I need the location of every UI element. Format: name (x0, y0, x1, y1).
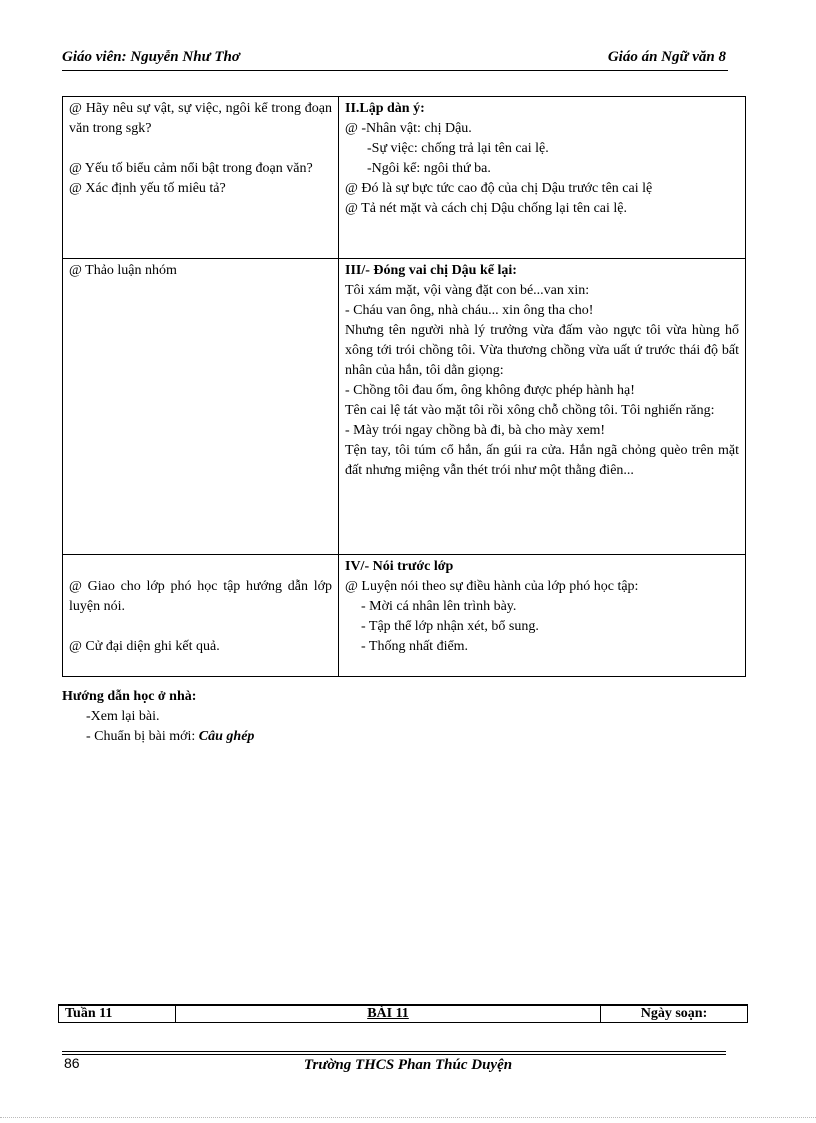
activity-question: @ Giao cho lớp phó học tập hướng dẫn lớp luyện nói. (69, 579, 332, 614)
homework-item-text: - Chuẩn bị bài mới: (86, 729, 199, 744)
table-row (63, 97, 746, 259)
content-line: - Cháu van ông, nhà cháu... xin ông tha cho! (345, 303, 594, 318)
footer-divider (62, 1054, 726, 1055)
page-number: 86 (64, 1055, 80, 1071)
week-table (58, 1004, 748, 1023)
lesson-table (62, 96, 746, 677)
footer-divider (62, 1051, 726, 1052)
table-row (63, 259, 746, 555)
table-row (59, 1005, 748, 1023)
activity-question: @ Thảo luận nhóm (69, 263, 177, 278)
homework-item: -Xem lại bài. (86, 709, 160, 724)
content-line: -Ngôi kể: ngôi thứ ba. (367, 161, 491, 176)
content-line: - Tập thể lớp nhận xét, bổ sung. (361, 619, 539, 634)
content-line: @ -Nhân vật: chị Dậu. (345, 121, 472, 136)
section-heading: IV/- Nói trước lớp (345, 559, 454, 574)
content-paragraph: Nhưng tên người nhà lý trưởng vừa đấm vào ngực tôi vừa hùng hổ xông tới trói chồng tôi. Vừa thương chồng vừa uất ứ trước thái độ bất nhân của hắn, tôi dằn giọng: (345, 323, 739, 378)
activity-question: @ Yếu tố biểu cảm nổi bật trong đoạn văn? (69, 161, 313, 176)
school-name: Trường THCS Phan Thúc Duyện (303, 1057, 513, 1073)
teacher-activity-cell (63, 259, 339, 555)
teacher-activity-cell (63, 555, 339, 677)
content-cell (339, 555, 746, 677)
table-row (63, 555, 746, 677)
content-line: @ Đó là sự bực tức cao độ của chị Dậu trước tên cai lệ (345, 181, 653, 196)
content-line: - Mời cá nhân lên trình bày. (361, 599, 517, 614)
lesson-label: BÀI 11 (367, 1006, 409, 1021)
content-line: @ Tả nét mặt và cách chị Dậu chống lại tên cai lệ. (345, 201, 628, 216)
section-heading: III/- Đóng vai chị Dậu kể lại: (345, 263, 517, 278)
homework-title: Hướng dẫn học ở nhà: (62, 689, 197, 704)
content-line: -Sự việc: chống trả lại tên cai lệ. (367, 141, 549, 156)
homework-item (62, 727, 254, 747)
content-cell (339, 259, 746, 555)
date-cell: Ngày soạn: (601, 1005, 748, 1023)
content-line: - Thống nhất điểm. (361, 639, 469, 654)
content-line: - Mày trói ngay chồng bà đi, bà cho mày xem! (345, 423, 606, 438)
content-paragraph: Tện tay, tôi túm cổ hắn, ấn gúi ra cửa. Hắn ngã chỏng quèo trên mặt đất nhưng miệng vẫn thét trói như một thằng điên... (345, 443, 739, 478)
content-cell (339, 97, 746, 259)
subject-title: Giáo án Ngữ văn 8 (607, 49, 726, 65)
content-line: @ Luyện nói theo sự điều hành của lớp phó học tập: (345, 579, 639, 594)
page-header (62, 48, 728, 71)
homework-section (62, 687, 254, 747)
content-line: - Chồng tôi đau ốm, ông không được phép hành hạ! (345, 383, 635, 398)
activity-question: @ Cử đại diện ghi kết quả. (69, 639, 220, 654)
next-lesson-title: Câu ghép (198, 729, 255, 744)
section-heading: II.Lập dàn ý: (345, 101, 425, 116)
content-line: Tôi xám mặt, vội vàng đặt con bé...van xin: (345, 283, 590, 298)
content-paragraph: Tên cai lệ tát vào mặt tôi rồi xông chỗ chồng tôi. Tôi nghiến răng: (345, 403, 715, 418)
week-cell: Tuần 11 (59, 1005, 176, 1023)
activity-question: @ Hãy nêu sự vật, sự việc, ngôi kể trong đoạn văn trong sgk? (69, 101, 332, 136)
activity-question: @ Xác định yếu tố miêu tả? (69, 181, 226, 196)
lesson-cell (176, 1005, 601, 1023)
teacher-name: Giáo viên: Nguyễn Như Thơ (62, 49, 240, 65)
page-edge (0, 1117, 816, 1118)
teacher-activity-cell (63, 97, 339, 259)
